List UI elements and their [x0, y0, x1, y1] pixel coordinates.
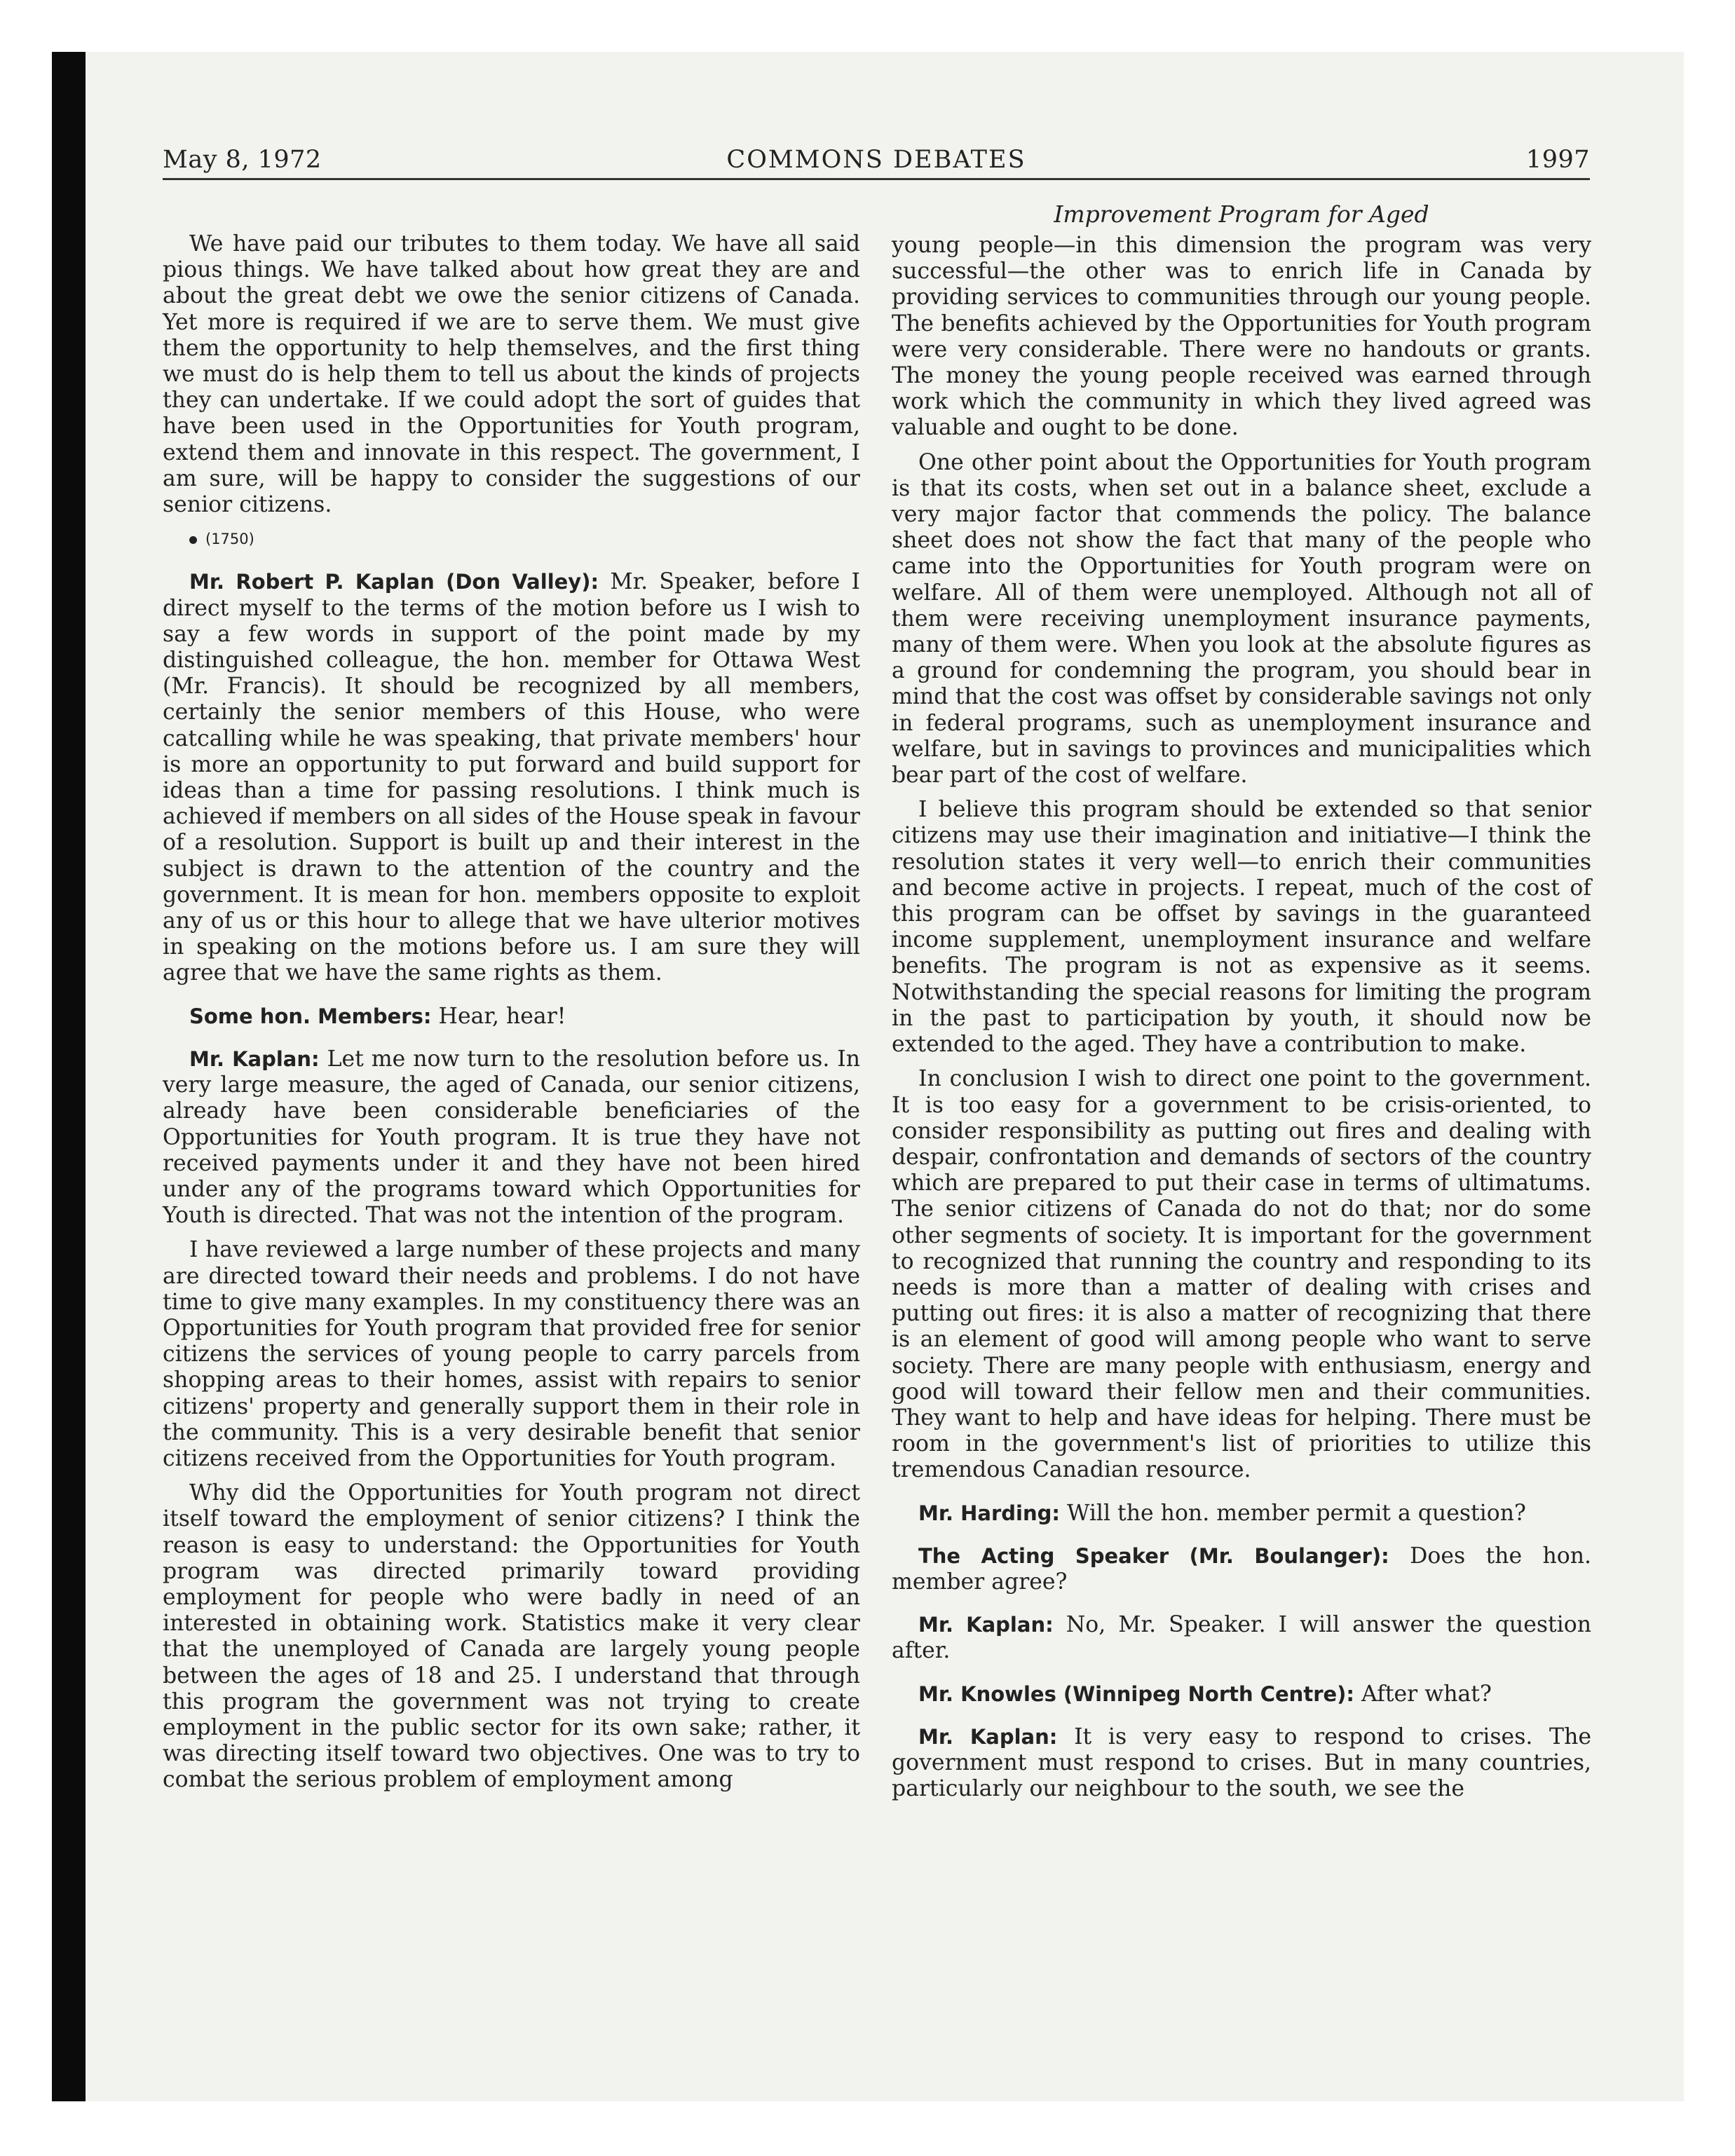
speech-text: Hear, hear!: [438, 1003, 566, 1029]
speech: [892, 1501, 1591, 1527]
speech-text: No, Mr. Speaker. I will answer the question after.: [892, 1612, 1591, 1664]
speaker-name: Mr. Knowles (Winnipeg North Centre):: [918, 1681, 1355, 1706]
right-column: [892, 233, 1591, 1810]
speech: [163, 1004, 860, 1030]
header-date: May 8, 1972: [163, 146, 322, 174]
speaker-name: Mr. Kaplan:: [918, 1613, 1054, 1637]
speaker-name: Mr. Robert P. Kaplan (Don Valley):: [189, 570, 599, 594]
speech: [163, 1046, 860, 1229]
paragraph: Why did the Opportunities for Youth program not direct itself toward the employment of senior citizens? I think the reason is easy to understand: the Opportunities for Youth program was directed primarily toward providing employment for people who were badly in need of an interested in obtaining work. Statistics make it very clear that the unemployed of Canada are largely young people between the ages of 18 and 25. I understand that through this program the government was not trying to create employment in the public sector for its own sake; rather, it was directing itself toward two objectives. One was to try to combat the serious problem of employment among: [163, 1480, 860, 1793]
left-column: [163, 231, 860, 1802]
speech-text: After what?: [1361, 1681, 1492, 1707]
timestamp: [163, 526, 860, 552]
speaker-name: Mr. Kaplan:: [189, 1046, 320, 1071]
speech-text: Mr. Speaker, before I direct myself to the terms of the motion before us I wish to say a few words in support of the point made by my distinguished colleague, the hon. member for Ottawa West (Mr. Francis). It should be recognized by all members, certainly the senior members of this House, who were catcalling while he was speaking, that private members' hour is more an opportunity to put forward and build support for ideas than a time for passing resolutions. I think much is achieved if members on all sides of the House speak in favour of a resolution. Support is built up and their interest in the subject is drawn to the attention of the country and the government. It is mean for hon. members opposite to exploit any of us or this hour to allege that we have ulterior motives in speaking on the motions before us. I am sure they will agree that we have the same rights as them.: [163, 569, 860, 986]
speech-text: It is very easy to respond to crises. The government must respond to crises. But in many countries, particularly our neighbour to the south, we see the: [892, 1724, 1591, 1802]
paragraph: We have paid our tributes to them today. We have all said pious things. We have talked about how great they are and about the great debt we owe the senior citizens of Canada. Yet more is required if we are to serve them. We must give them the opportunity to help themselves, and the first thing we must do is help them to tell us about the kinds of projects they can undertake. If we could adopt the sort of guides that have been used in the Opportunities for Youth program, extend them and innovate in this respect. The government, I am sure, will be happy to consider the suggestions of our senior citizens.: [163, 231, 860, 518]
paragraph: One other point about the Opportunities for Youth program is that its costs, when set out in a balance sheet, exclude a very major factor that commends the policy. The balance sheet does not show the fact that many of the people who came into the Opportunities for Youth program were on welfare. All of them were unemployed. Although not all of them were receiving unemployment insurance payments, many of them were. When you look at the absolute figures as a ground for condemning the program, you should bear in mind that the cost was offset by considerable savings not only in federal programs, such as unemployment insurance and welfare, but in savings to provinces and municipalities which bear part of the cost of welfare.: [892, 449, 1591, 789]
speech: [163, 569, 860, 986]
paragraph: I believe this program should be extended so that senior citizens may use their imagination and initiative—I think the resolution states it very well—to enrich their communities and become active in projects. I repeat, much of the cost of this program can be offset by savings in the guaranteed income supplement, unemployment insurance and welfare benefits. The program is not as expensive as it seems. Notwithstanding the special reasons for limiting the program in the past to participation by youth, it should now be extended to the aged. They have a contribution to make.: [892, 797, 1591, 1058]
speaker-name: Mr. Kaplan:: [918, 1724, 1058, 1749]
header-page-number: 1997: [1525, 146, 1590, 174]
speech: [892, 1724, 1591, 1803]
running-head: Improvement Program for Aged: [1054, 200, 1429, 228]
speaker-name: Some hon. Members:: [189, 1004, 432, 1028]
binding-edge: [52, 52, 86, 2101]
speech-text: Let me now turn to the resolution before us. In very large measure, the aged of Canada, our senior citizens, already have been considerable beneficiaries of the Opportunities for Youth program. It is true they have not received payments under it and they have not been hired under any of the programs toward which Opportunities for Youth is directed. That was not the intention of the program.: [163, 1046, 861, 1229]
bullet-icon: [189, 536, 197, 544]
page-header: [163, 139, 1590, 180]
speaker-name: The Acting Speaker (Mr. Boulanger):: [918, 1543, 1389, 1568]
header-title: COMMONS DEBATES: [726, 146, 1026, 174]
paragraph: I have reviewed a large number of these projects and many are directed toward their needs and problems. I do not have time to give many examples. In my constituency there was an Opportunities for Youth program that provided free for senior citizens the services of young people to carry parcels from shopping areas to their homes, assist with repairs to senior citizens' property and generally support them in their role in the community. This is a very desirable benefit that senior citizens received from the Opportunities for Youth program.: [163, 1237, 860, 1471]
speech: [892, 1612, 1591, 1664]
timestamp-text: (1750): [205, 531, 254, 548]
speech-text: Will the hon. member permit a question?: [1067, 1500, 1526, 1526]
speech-text: Does the hon. member agree?: [892, 1543, 1592, 1595]
speech: [892, 1543, 1591, 1595]
speaker-name: Mr. Harding:: [918, 1501, 1060, 1525]
speech: [892, 1681, 1591, 1707]
paragraph: young people—in this dimension the program was very successful—the other was to enrich life in Canada by providing services to communities through our young people. The benefits achieved by the Opportunities for Youth program were very considerable. There were no handouts or grants. The money the young people received was earned through work which the community in which they lived agreed was valuable and ought to be done.: [892, 233, 1591, 441]
paragraph: In conclusion I wish to direct one point to the government. It is too easy for a government to be crisis-oriented, to consider responsibility as putting out fires and dealing with despair, confrontation and demands of sectors of the country which are prepared to put their case in terms of ultimatums. The senior citizens of Canada do not do that; nor do some other segments of society. It is important for the government to recognized that running the country and responding to its needs is more than a matter of dealing with crises and putting out fires: it is also a matter of recognizing that there is an element of good will among people who want to serve society. There are many people with enthusiasm, energy and good will toward their fellow men and their communities. They want to help and have ideas for helping. There must be room in the government's list of priorities to utilize this tremendous Canadian resource.: [892, 1066, 1591, 1483]
